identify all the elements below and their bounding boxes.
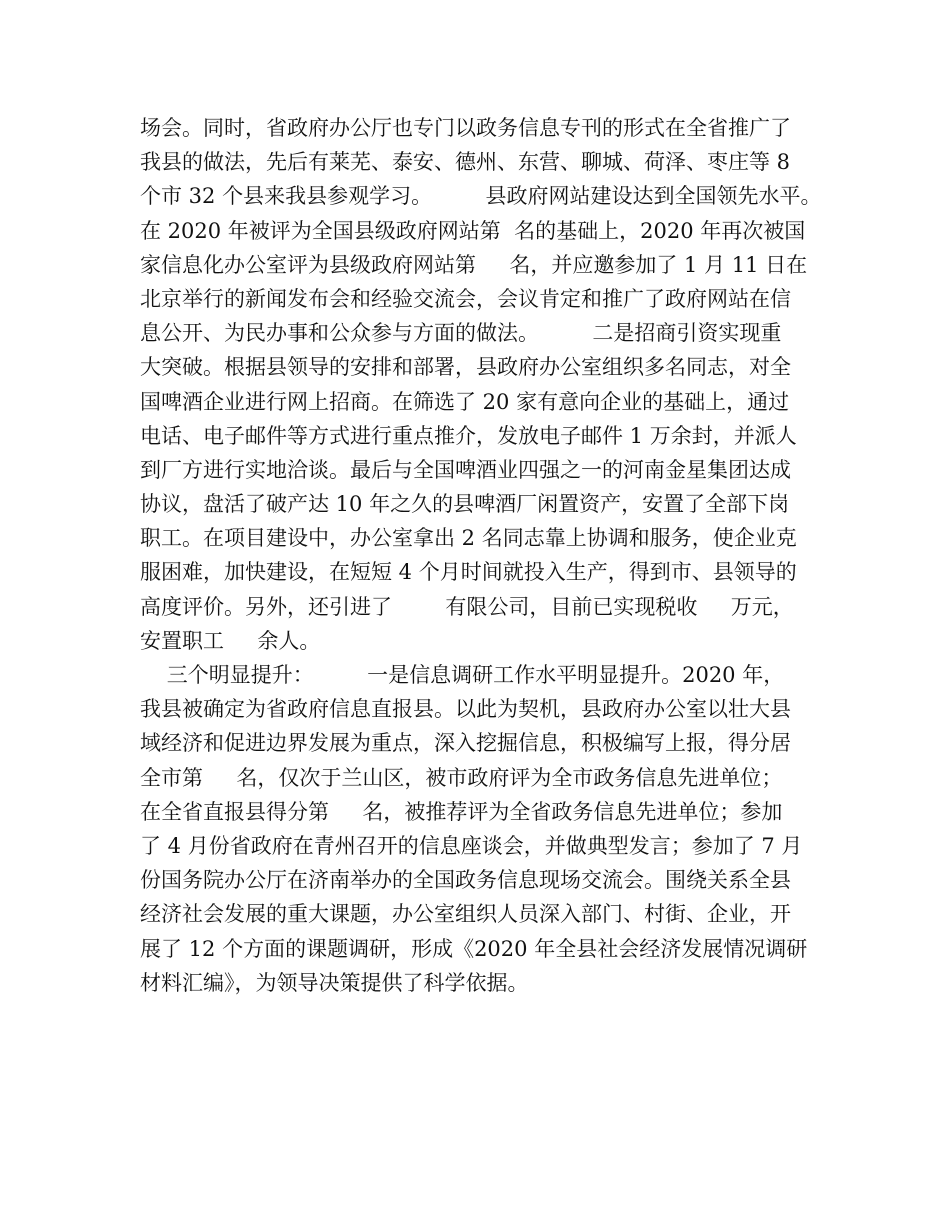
text-line: 我县的做法，先后有莱芜、泰安、德州、东营、聊城、荷泽、枣庄等 8 [140, 150, 791, 175]
text-line: 息公开、为民办事和公众参与方面的做法。 二是招商引资实现重 [140, 321, 782, 346]
text-line: 我县被确定为省政府信息直报县。以此为契机，县政府办公室以壮大县 [140, 697, 791, 722]
text-line: 份国务院办公厅在济南举办的全国政务信息现场交流会。围绕关系全县 [140, 868, 791, 893]
text-line: 协议，盘活了破产达 10 年之久的县啤酒厂闲置资产，安置了全部下岗 [140, 492, 790, 517]
text-line: 在 2020 年被评为全国县级政府网站第 名的基础上，2020 年再次被国 [140, 218, 806, 243]
text-line: 北京举行的新闻发布会和经验交流会，会议肯定和推广了政府网站在信 [140, 286, 791, 311]
text-line: 高度评价。另外，还引进了 有限公司，目前已实现税收 万元， [140, 594, 794, 619]
text-line: 服困难，加快建设，在短短 4 个月时间就投入生产，得到市、县领导的 [140, 560, 797, 585]
text-line: 经济社会发展的重大课题，办公室组织人员深入部门、村街、企业，开 [140, 902, 791, 927]
text-line: 职工。在项目建设中，办公室拿出 2 名同志靠上协调和服务，使企业克 [140, 526, 797, 551]
text-line: 安置职工 余人。 [140, 628, 321, 653]
text-line: 到厂方进行实地洽谈。最后与全国啤酒业四强之一的河南金星集团达成 [140, 457, 791, 482]
text-line: 电话、电子邮件等方式进行重点推介，发放电子邮件 1 万余封，并派人 [140, 423, 797, 448]
text-line: 域经济和促进边界发展为重点，深入挖掘信息，积极编写上报，得分居 [140, 731, 791, 756]
text-line: 在全省直报县得分第 名，被推荐评为全省政务信息先进单位；参加 [140, 799, 783, 824]
text-line: 个市 32 个县来我县参观学习。 县政府网站建设达到全国领先水平。 [140, 184, 822, 209]
text-line: 材料汇编》，为领导决策提供了科学依据。 [140, 970, 529, 995]
text-line: 场会。同时，省政府办公厅也专门以政务信息专刊的形式在全省推广了 [140, 116, 791, 140]
text-line: 大突破。根据县领导的安排和部署，县政府办公室组织多名同志，对全 [140, 355, 791, 380]
text-line: 家信息化办公室评为县级政府网站第 名，并应邀参加了 1 月 11 日在 [140, 252, 808, 277]
text-line: 了 4 月份省政府在青州召开的信息座谈会，并做典型发言；参加了 7 月 [140, 833, 803, 858]
text-line: 展了 12 个方面的课题调研，形成《2020 年全县社会经济发展情况调研 [140, 936, 808, 961]
body-text [140, 111, 830, 1000]
text-line: 全市第 名，仅次于兰山区，被市政府评为全市政务信息先进单位； [140, 765, 783, 790]
text-line: 国啤酒企业进行网上招商。在筛选了 20 家有意向企业的基础上，通过 [140, 389, 790, 414]
text-line: 三个明显提升： 一是信息调研工作水平明显提升。2020 年， [140, 663, 785, 687]
